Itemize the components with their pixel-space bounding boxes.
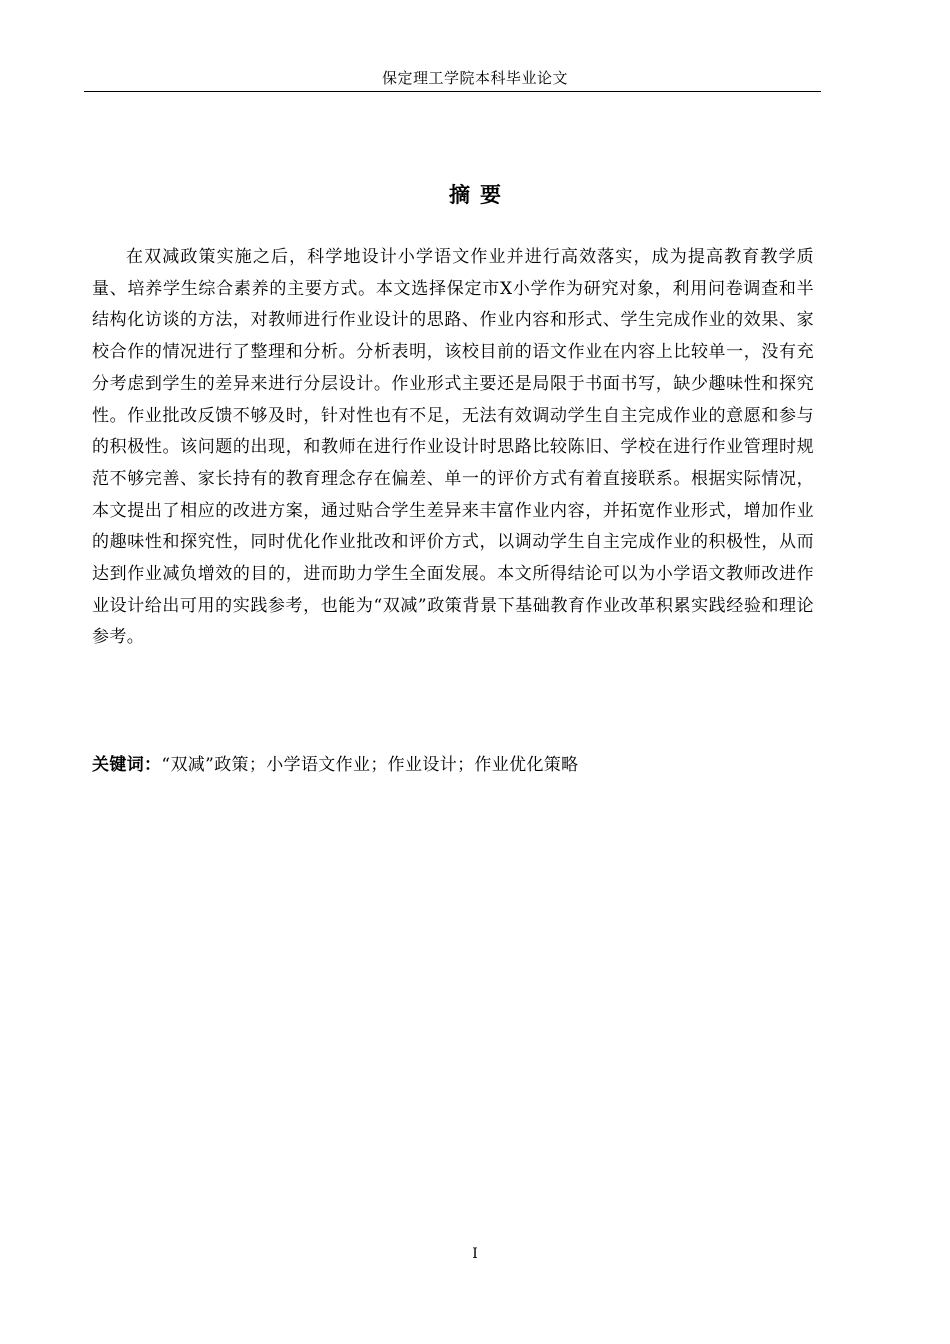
keywords-label: 关键词： bbox=[92, 755, 162, 775]
keywords-text: “双减”政策；小学语文作业；作业设计；作业优化策略 bbox=[161, 755, 579, 775]
running-header: 保定理工学院本科毕业论文 bbox=[381, 69, 568, 87]
abstract-body: 在双减政策实施之后，科学地设计小学语文作业并进行高效落实，成为提高教育教学质量、培养学生综合素养的主要方式。本文选择保定市X小学作为研究对象，利用问卷调查和半结构化访谈的方法，对教师进行作业设计的思路、作业内容和形式、学生完成作业的效果、家校合作的情况进行了整理和分析。分析表明，该校目前的语文作业在内容上比较单一，没有充分考虑到学生的差异来进行分层设计。作业形式主要还是局限于书面书写，缺少趣味性和探究性。作业批改反馈不够及时，针对性也有不足，无法有效调动学生自主完成作业的意愿和参与的积极性。该问题的出现，和教师在进行作业设计时思路比较陈旧、学校在进行作业管理时规范不够完善、家长持有的教育理念存在偏差、单一的评价方式有着直接联系。根据实际情况，本文提出了相应的改进方案，通过贴合学生差异来丰富作业内容，并拓宽作业形式，增加作业的趣味性和探究性，同时优化作业批改和评价方式，以调动学生自主完成作业的积极性，从而达到作业减负增效的目的，进而助力学生全面发展。本文所得结论可以为小学语文教师改进作业设计给出可用的实践参考，也能为“双减”政策背景下基础教育作业改革积累实践经验和理论参考。 bbox=[92, 247, 814, 648]
header-divider bbox=[84, 91, 821, 92]
page-number: I bbox=[472, 1246, 478, 1262]
abstract-title: 摘要 bbox=[449, 183, 511, 207]
keywords-line bbox=[92, 750, 814, 780]
